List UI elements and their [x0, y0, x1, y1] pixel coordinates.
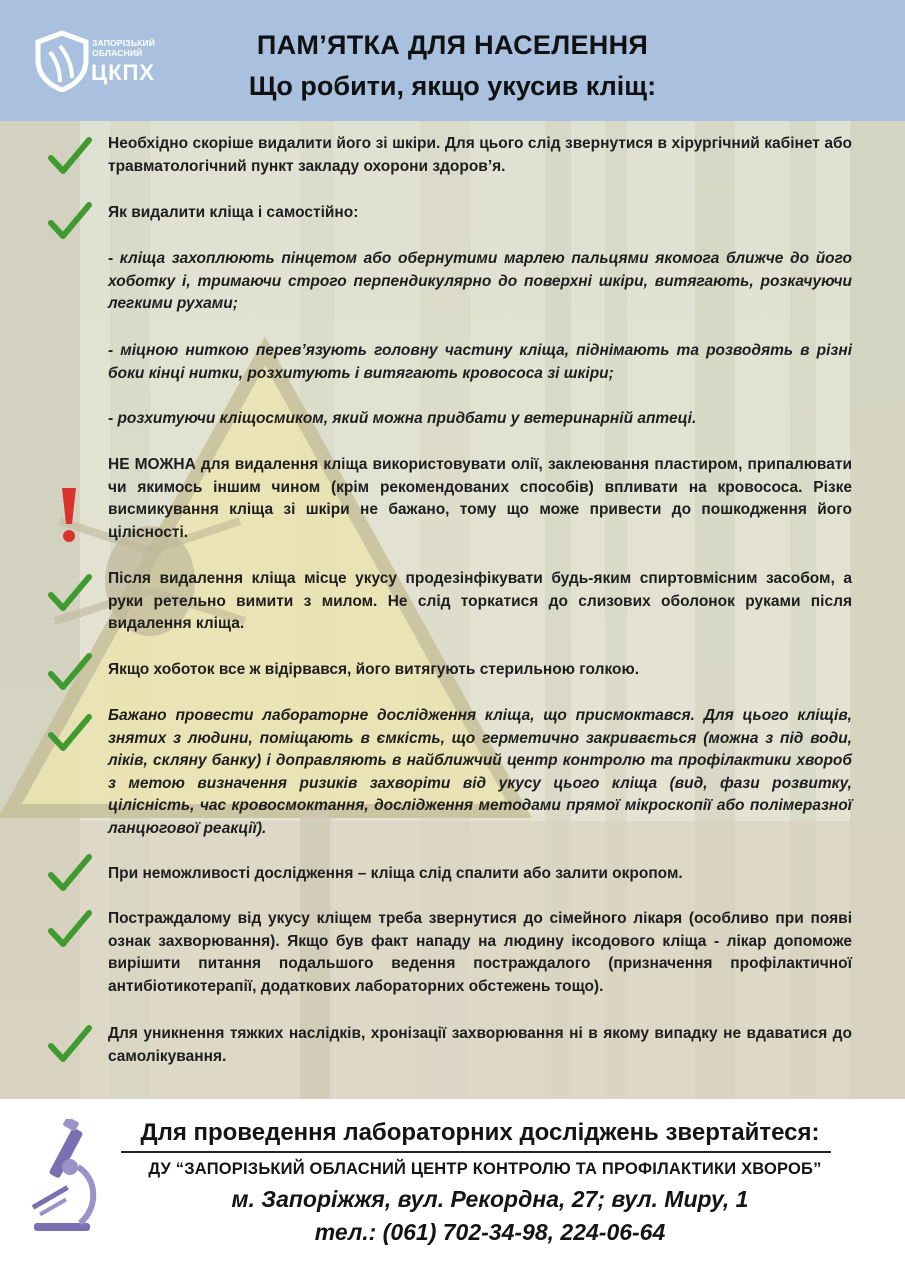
instruction-paragraph: Бажано провести лабораторне дослідження кліща, що присмоктався. Для цього кліщів, знятих з людини, поміщають в ємкість, що герметично закривається (можна з під води, ліків, скляну банку) і доправляють в найближчий центр контролю та профілактики хвороб з метою визначення ризиків захворіти від укусу цього кліща (вид, фази розвитку, цілісність, час кровосмоктання, дослідження методами прямої мікроскопії або полімеразної ланцюгової реакції).: [108, 707, 852, 837]
check-icon: [48, 1024, 92, 1064]
check-icon: [48, 573, 92, 613]
warning-strong-text: НЕ МОЖНА: [108, 456, 196, 473]
removal-method-paragraph: - кліща захоплюють пінцетом або обернутими марлею пальцями якомога ближче до його хоботку і, тримаючи строго перпендикулярно до поверхні шкіри, витягають, розкачуючи легкими рухами;: [108, 250, 852, 313]
organization-phone: тел.: (061) 702-34-98, 224-06-64: [314, 1219, 666, 1245]
footer-heading: Для проведення лабораторних досліджень звертайтеся:: [140, 1119, 820, 1146]
logo-acronym: ЦКПХ: [91, 60, 155, 85]
instruction-paragraph: Після видалення кліща місце укусу продезінфікувати будь-яким спиртовмісним засобом, а руки ретельно вимити з милом. Не слід торкатися до слизових оболонок руками після видалення кліща.: [108, 570, 852, 633]
warning-text: для видалення кліща використовувати олії, заклеювання пластиром, припалювати чи якимось іншим чином (крім рекомендованих способів) впливати на кровососа. Різке висмикування кліща зі шкіри не бажано, тому що може привести до пошкодження його цілісності.: [108, 456, 852, 541]
instruction-paragraph: Для уникнення тяжких наслідків, хронізації захворювання ні в якому випадку не вдаватися до самолікування.: [108, 1025, 852, 1065]
check-icon: [48, 713, 92, 753]
organization-address: м. Запоріжжя, вул. Рекордна, 27; вул. Миру, 1: [231, 1186, 749, 1212]
logo-caption: ЗАПОРІЗЬКИЙ ОБЛАСНИЙ: [92, 38, 156, 58]
header-banner: [0, 0, 905, 121]
instruction-paragraph: Як видалити кліща і самостійно:: [108, 204, 359, 221]
check-icon: [48, 652, 92, 692]
removal-method-paragraph: - розхитуючи кліщосмиком, який можна придбати у ветеринарній аптеці.: [108, 410, 697, 427]
exclamation-icon: [58, 486, 80, 544]
instruction-paragraph: Необхідно скоріше видалити його зі шкіри. Для цього слід звернутися в хірургічний кабінет або травматологічний пункт закладу охорони здоров’я.: [108, 135, 852, 175]
footer-contacts: [0, 1099, 905, 1280]
removal-method-paragraph: - міцною ниткою перев’язують головну частину кліща, піднімають та розводять в різні боки кінці нитки, розхитують і витягають кровососа зі шкіри;: [108, 342, 852, 382]
check-icon: [48, 853, 92, 893]
check-icon: [48, 136, 92, 176]
instruction-paragraph: Постраждалому від укусу кліщем треба звернутися до сімейного лікаря (особливо при появі ознак захворювання). Якщо був факт нападу на людину іксодового кліща - лікар допоможе вирішити питання подальшого ведення постраждалого (призначення профілактичної антибіотикотерапії, додаткових лабораторних обстежень тощо).: [108, 910, 852, 995]
instruction-paragraph: При неможливості дослідження – кліща слід спалити або залити окропом.: [108, 865, 683, 882]
warning-paragraph: [108, 454, 852, 544]
microscope-icon: [20, 1119, 100, 1239]
instruction-paragraph: Якщо хоботок все ж відірвався, його витягують стерильною голкою.: [108, 661, 640, 678]
organization-name: ДУ “ЗАПОРІЗЬКИЙ ОБЛАСНИЙ ЦЕНТР КОНТРОЛЮ ТА ПРОФІЛАКТИКИ ХВОРОБ”: [148, 1160, 822, 1178]
check-icon: [48, 201, 92, 241]
page-title: ПАМ’ЯТКА ДЛЯ НАСЕЛЕННЯ: [256, 30, 649, 60]
check-icon: [48, 909, 92, 949]
footer-divider: [121, 1151, 831, 1153]
page-subtitle: Що робити, якщо укусив кліщ:: [248, 71, 657, 101]
